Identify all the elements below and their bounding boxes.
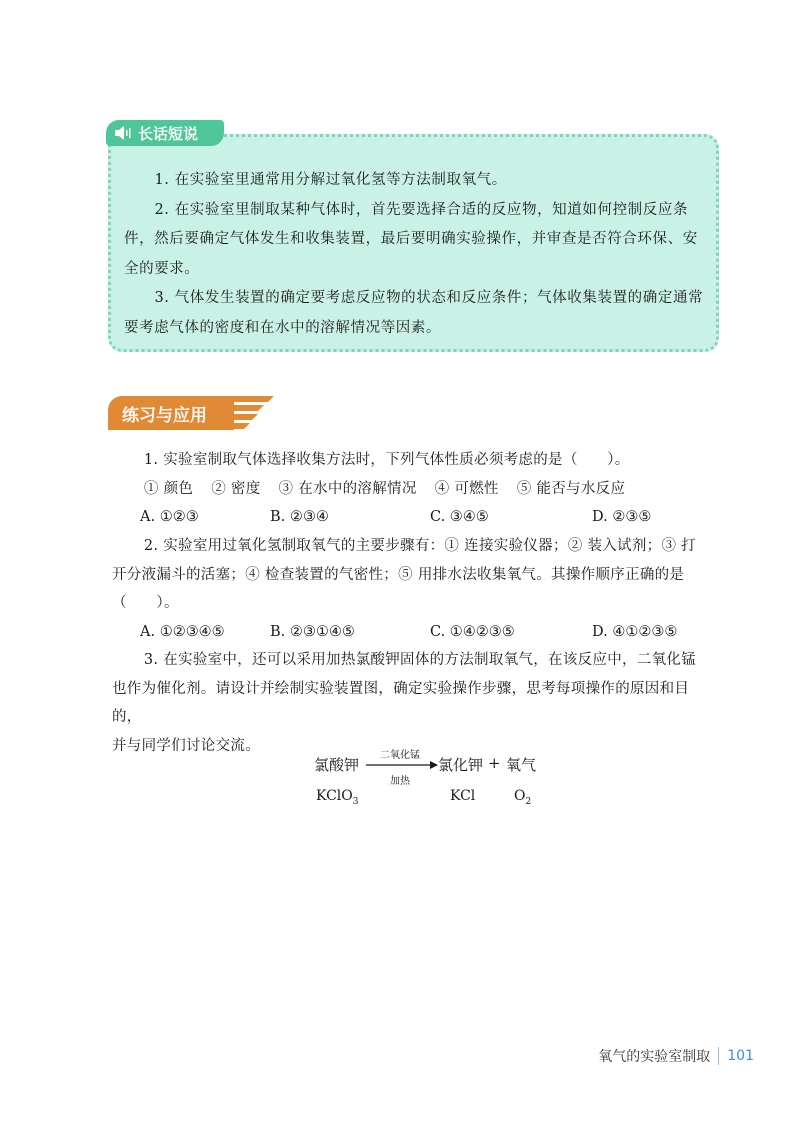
question-1	[112, 446, 710, 532]
summary-item: 2. 在实验室里制取某种气体时，首先要选择合适的反应物，知道如何控制反应条件，然后要确定气体发生和收集装置，最后要明确实验操作，并审查是否符合环保、安全的要求。	[124, 201, 698, 277]
q2-options	[112, 618, 710, 647]
practice-title: 练习与应用	[108, 396, 234, 430]
product2-name: 氧气	[506, 756, 537, 774]
page-number: 101	[727, 1048, 754, 1064]
q1-property: ② 密度	[211, 480, 261, 497]
q2-stem-line: （ ）。	[112, 595, 179, 611]
page-footer	[598, 1046, 754, 1066]
q2-option-b: B. ②③①④⑤	[270, 623, 355, 640]
q1-property: ⑤ 能否与水反应	[516, 480, 626, 497]
question-2	[112, 532, 710, 646]
q1-option-d: D. ②③⑤	[592, 509, 652, 525]
q1-properties	[112, 475, 710, 504]
q1-property: ④ 可燃性	[434, 480, 499, 497]
chapter-title: 氧气的实验室制取	[598, 1049, 711, 1065]
summary-tag-label: 长话短说	[138, 124, 199, 143]
catalyst-label: 二氧化锰	[380, 750, 420, 761]
condition-label: 加热	[390, 776, 410, 787]
plus-sign: +	[488, 754, 501, 772]
summary-item: 3. 气体发生装置的确定要考虑反应物的状态和反应条件；气体收集装置的确定通常要考虑气体的密度和在水中的溶解情况等因素。	[124, 290, 704, 336]
reaction-arrow-icon	[366, 760, 438, 770]
q1-option-a: A. ①②③	[140, 509, 199, 525]
summary-item: 1. 在实验室里通常用分解过氧化氢等方法制取氧气。	[154, 172, 507, 188]
q1-property: ③ 在水中的溶解情况	[278, 480, 417, 497]
reaction-equation	[310, 752, 570, 812]
product1-formula: KCl	[450, 788, 476, 804]
speaker-icon	[114, 125, 132, 141]
q2-option-a: A. ①②③④⑤	[140, 623, 225, 640]
footer-divider	[718, 1047, 719, 1065]
reactant-formula: KClO$_3$	[316, 788, 359, 807]
product2-formula: $O_2$	[514, 788, 532, 807]
q3-line: 并与同学们讨论交流。	[112, 737, 260, 754]
q2-stem-line: 2. 实验室用过氧化氢制取氧气的主要步骤有：① 连接实验仪器；② 装入试剂；③ 打	[143, 538, 696, 554]
q2-option-d: D. ④①②③⑤	[592, 623, 678, 640]
reactant-name: 氯酸钾	[314, 756, 360, 774]
q2-stem-line: 开分液漏斗的活塞；④ 检查装置的气密性；⑤ 用排水法收集氧气。其操作顺序正确的是	[112, 566, 685, 583]
stripes-decoration-icon	[228, 396, 274, 430]
summary-tag	[106, 120, 224, 146]
q3-line: 也作为催化剂。请设计并绘制实验装置图，确定实验操作步骤，思考每项操作的原因和目的，	[112, 680, 690, 725]
q1-options	[112, 503, 710, 532]
question-3	[112, 646, 710, 760]
q1-property: ① 颜色	[143, 480, 194, 497]
q2-option-c: C. ①④②③⑤	[430, 623, 515, 640]
q1-option-b: B. ②③④	[270, 509, 329, 525]
q1-option-c: C. ③④⑤	[430, 509, 489, 525]
q1-stem: 1. 实验室制取气体选择收集方法时，下列气体性质必须考虑的是（ ）。	[143, 452, 630, 468]
practice-header	[108, 396, 266, 430]
product1-name: 氯化钾	[438, 756, 484, 774]
q3-line: 3. 在实验室中，还可以采用加热氯酸钾固体的方法制取氧气，在该反应中，二氧化锰	[143, 652, 697, 668]
summary-text	[124, 166, 709, 343]
